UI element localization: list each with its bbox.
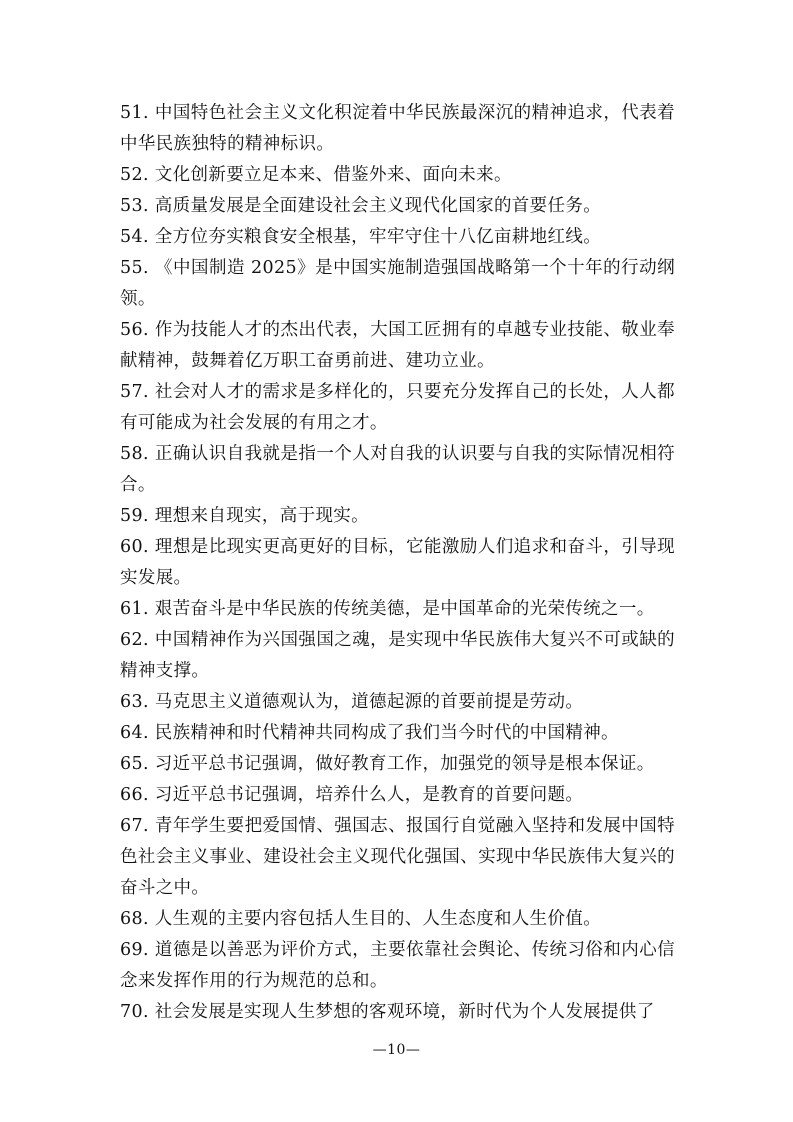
list-item: 57. 社会对人才的需求是多样化的，只要充分发挥自己的长处，人人都有可能成为社会发展的有用之才。: [120, 382, 675, 433]
list-item: 70. 社会发展是实现人生梦想的客观环境，新时代为个人发展提供了: [120, 1002, 655, 1022]
list-item: 53. 高质量发展是全面建设社会主义现代化国家的首要任务。: [120, 196, 602, 216]
list-item: 66. 习近平总书记强调，培养什么人，是教育的首要问题。: [120, 785, 584, 805]
document-body: [120, 98, 675, 1028]
list-item: 64. 民族精神和时代精神共同构成了我们当今时代的中国精神。: [120, 723, 619, 743]
page-number: —10—: [372, 1042, 421, 1058]
list-item: 56. 作为技能人才的杰出代表，大国工匠拥有的卓越专业技能、敬业奉献精神，鼓舞着亿万职工奋勇前进、建功立业。: [120, 320, 675, 371]
list-item: 63. 马克思主义道德观认为，道德起源的首要前提是劳动。: [120, 692, 584, 712]
list-item: 69. 道德是以善恶为评价方式，主要依靠社会舆论、传统习俗和内心信念来发挥作用的行为规范的总和。: [120, 940, 675, 991]
list-item: 62. 中国精神作为兴国强国之魂，是实现中华民族伟大复兴不可或缺的精神支撑。: [120, 630, 675, 681]
list-item: 51. 中国特色社会主义文化积淀着中华民族最深沉的精神追求，代表着中华民族独特的精神标识。: [120, 103, 675, 154]
list-item: 65. 习近平总书记强调，做好教育工作，加强党的领导是根本保证。: [120, 754, 655, 774]
list-item: 55. 《中国制造 2025》是中国实施制造强国战略第一个十年的行动纲领。: [120, 258, 675, 309]
list-item: 54. 全方位夯实粮食安全根基，牢牢守住十八亿亩耕地红线。: [120, 227, 602, 247]
list-item: 59. 理想来自现实，高于现实。: [120, 506, 369, 526]
list-item: 67. 青年学生要把爱国情、强国志、报国行自觉融入坚持和发展中国特色社会主义事业、建设社会主义现代化强国、实现中华民族伟大复兴的奋斗之中。: [120, 816, 675, 898]
list-item: 52. 文化创新要立足本来、借鉴外来、面向未来。: [120, 165, 512, 185]
list-item: 68. 人生观的主要内容包括人生目的、人生态度和人生价值。: [120, 909, 602, 929]
list-item: 58. 正确认识自我就是指一个人对自我的认识要与自我的实际情况相符合。: [120, 444, 675, 495]
list-item: 61. 艰苦奋斗是中华民族的传统美德，是中国革命的光荣传统之一。: [120, 599, 655, 619]
list-item: 60. 理想是比现实更高更好的目标，它能激励人们追求和奋斗，引导现实发展。: [120, 537, 675, 588]
